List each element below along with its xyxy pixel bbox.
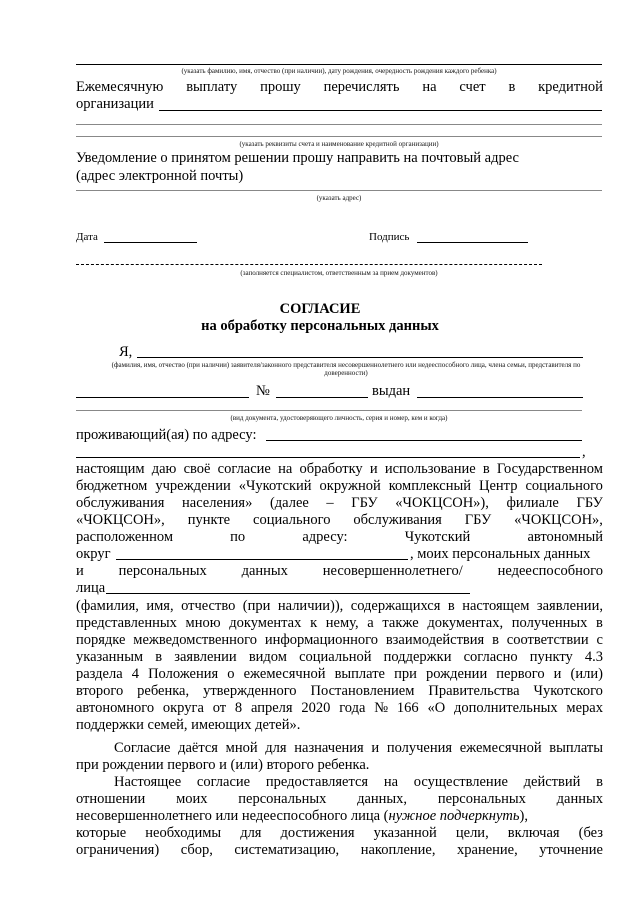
word: дополнительных <box>454 700 558 716</box>
residing-label: проживающий(ая) по адресу: <box>76 427 257 443</box>
word: Положения <box>148 666 219 682</box>
word: ребенка, <box>137 683 190 699</box>
word: согласно <box>463 649 518 665</box>
word: прошу <box>260 79 301 95</box>
ya-label: Я, <box>119 344 133 360</box>
document-number-field[interactable] <box>276 397 368 398</box>
text-line <box>76 717 603 734</box>
word: данных <box>241 563 288 579</box>
children-line[interactable] <box>76 64 602 65</box>
word: мною <box>185 615 221 631</box>
word: комплексный <box>388 478 472 494</box>
word: рождении <box>425 666 488 682</box>
word: ежемесячной <box>459 740 542 756</box>
issued-label: выдан <box>372 383 411 399</box>
word: действий <box>523 774 581 790</box>
word: назначения <box>294 740 364 756</box>
word: кредитной <box>538 79 603 95</box>
word: получения <box>386 740 453 756</box>
number-sign: № <box>256 383 270 399</box>
word: заявлении <box>174 649 237 665</box>
word: межведомственного <box>133 632 258 648</box>
date-label: Дата <box>76 231 98 243</box>
consent-subtitle: на обработку персональных данных <box>201 318 439 334</box>
word: (фамилия, <box>76 598 139 614</box>
line-text: при рождении первого и (или) второго ребенка. <box>76 757 370 773</box>
word: в <box>596 615 603 631</box>
word: Настоящее <box>114 774 182 790</box>
consent-title: СОГЛАСИЕ <box>279 301 361 317</box>
word: социального <box>525 478 603 494</box>
word: счет <box>459 79 486 95</box>
word: отношении <box>76 791 146 807</box>
text-line <box>76 615 603 632</box>
consent-paragraph-1 <box>76 461 603 546</box>
word: на <box>422 79 437 95</box>
okrug-field[interactable] <box>116 559 408 560</box>
word: Чукотского <box>533 683 603 699</box>
text-line <box>76 563 603 580</box>
word: достижения <box>280 825 355 841</box>
word: Постановлением <box>310 683 415 699</box>
word: Государственном <box>496 461 603 477</box>
minors-line <box>76 563 603 580</box>
text-line <box>76 649 603 666</box>
word: «Чукотский <box>238 478 312 494</box>
word: а <box>367 615 374 631</box>
word: осуществление <box>413 774 508 790</box>
okrug-tail: , моих персональных данных <box>410 546 591 562</box>
word: расположенном <box>76 529 173 545</box>
document-caption: (вид документа, удостоверяющего личность, серия и номер, кем и когда) <box>230 414 448 422</box>
word: утвержденного <box>203 683 297 699</box>
word: населения» <box>182 495 253 511</box>
bank-line-3[interactable] <box>76 136 602 137</box>
text-line <box>76 683 603 700</box>
notify-line-2: (адрес электронной почты) <box>76 168 244 184</box>
okrug-label: округ <box>76 546 111 562</box>
word: 166 <box>396 700 419 716</box>
organization-line[interactable] <box>159 110 602 111</box>
text-part: ), <box>519 808 528 824</box>
word: учреждении <box>155 478 231 494</box>
word: включая <box>507 825 560 841</box>
line-text: поддержки семей, имеющих детей». <box>76 717 301 733</box>
word: филиале <box>506 495 559 511</box>
word: «ЧОКЦСОН», <box>76 512 165 528</box>
word: (или) <box>570 666 603 682</box>
word: ГБУ <box>351 495 378 511</box>
word: согласие <box>217 461 271 477</box>
word: необходимы <box>145 825 222 841</box>
word: Согласие <box>114 740 171 756</box>
word: даю <box>151 461 177 477</box>
word: (далее <box>269 495 309 511</box>
word: выплату <box>186 79 238 95</box>
word: социального <box>253 512 331 528</box>
word: документах, <box>427 615 504 631</box>
word: взаимодействия <box>385 632 485 648</box>
word: в <box>482 461 490 477</box>
word: 2020 <box>301 700 331 716</box>
text-line <box>76 700 603 717</box>
word: накопление, <box>360 842 436 858</box>
children-caption: (указать фамилию, имя, отчество (при наличии), дату рождения, очередность рождения каждого ребенка) <box>181 67 497 75</box>
word: наличии)), <box>277 598 344 614</box>
residence-comma: , <box>582 444 586 460</box>
word: и <box>371 740 380 756</box>
word: несовершеннолетнего/ <box>322 563 463 579</box>
word: ежемесячной <box>243 666 326 682</box>
word: второго <box>76 683 124 699</box>
word: обработку <box>299 461 363 477</box>
word: заявлении, <box>536 598 603 614</box>
word: персональных <box>437 791 526 807</box>
word: поддержки <box>383 649 452 665</box>
word: Правительства <box>428 683 520 699</box>
word: мной <box>225 740 258 756</box>
text-line <box>76 529 603 546</box>
word: от <box>212 700 227 716</box>
text-line <box>76 666 603 683</box>
text-line <box>76 774 603 791</box>
word: на <box>278 461 293 477</box>
issued-by-field[interactable] <box>417 397 583 398</box>
organization-label: организации <box>76 96 154 112</box>
word: Центр <box>479 478 518 494</box>
word: 4.3 <box>584 649 603 665</box>
word: уточнение <box>539 842 603 858</box>
notify-line-1: Уведомление о принятом решении прошу направить на почтовый адрес <box>76 150 519 166</box>
word: при <box>394 666 417 682</box>
bank-line-2[interactable] <box>76 124 602 125</box>
word: отчество <box>181 598 236 614</box>
word: 8 <box>234 700 243 716</box>
word: содержащихся <box>350 598 441 614</box>
word: в <box>447 598 455 614</box>
address-line[interactable] <box>76 190 602 191</box>
word: для <box>265 740 287 756</box>
word: в <box>155 649 163 665</box>
word: в <box>492 632 499 648</box>
word: обслуживания <box>76 495 165 511</box>
word: нему, <box>325 615 359 631</box>
word: в <box>596 774 603 790</box>
word: первого <box>496 666 545 682</box>
word: автономный <box>527 529 603 545</box>
word: полученных <box>511 615 588 631</box>
word: Ежемесячную <box>76 79 164 95</box>
word: сбор, <box>180 842 213 858</box>
word: хранение, <box>457 842 518 858</box>
document-type-field[interactable] <box>76 397 249 398</box>
word: представленных <box>76 615 177 631</box>
word: для <box>240 825 262 841</box>
word: данных, <box>357 791 408 807</box>
text-line <box>76 495 603 512</box>
lica-label: лица <box>76 580 106 596</box>
word: о <box>227 666 235 682</box>
signature-field[interactable] <box>417 242 528 243</box>
residence-field-2[interactable] <box>76 457 580 458</box>
word: (при <box>242 598 271 614</box>
word: по <box>230 529 246 545</box>
word: выплаты <box>549 740 603 756</box>
word: имя, <box>146 598 174 614</box>
word: № <box>374 700 389 716</box>
date-field[interactable] <box>104 242 197 243</box>
separator-dashed <box>76 264 542 265</box>
word: раздела <box>76 666 123 682</box>
word: (без <box>578 825 603 841</box>
word: использование <box>384 461 476 477</box>
word: персональных <box>238 791 327 807</box>
word: на <box>383 774 399 790</box>
text-line <box>76 512 603 529</box>
word: также <box>382 615 419 631</box>
text-line <box>76 478 603 495</box>
word: и <box>76 563 84 579</box>
minor-name-field[interactable] <box>106 593 470 594</box>
bank-caption: (указать реквизиты счета и наименование кредитной организации) <box>239 140 439 148</box>
word: в <box>508 79 516 95</box>
word: информационного <box>264 632 378 648</box>
word: систематизацию, <box>234 842 340 858</box>
consent-paragraph-2 <box>76 598 603 734</box>
word: – <box>326 495 334 511</box>
fio-field[interactable] <box>137 357 583 358</box>
word: с <box>596 632 603 648</box>
word: указанной <box>373 825 437 841</box>
word: согласие <box>196 774 251 790</box>
text-line <box>76 598 603 615</box>
text-line <box>76 632 603 649</box>
text-line <box>76 461 603 478</box>
word: обслуживания <box>353 512 442 528</box>
text-line <box>76 740 603 757</box>
word: соответствии <box>506 632 589 648</box>
word: адресу: <box>302 529 348 545</box>
payment-line <box>76 79 603 96</box>
word: документах <box>229 615 302 631</box>
consent-paragraph-3 <box>76 740 603 774</box>
word: апреля <box>250 700 293 716</box>
line-text <box>76 808 528 825</box>
word: автономного <box>76 700 155 716</box>
word: выплате <box>334 666 385 682</box>
word: ограничения) <box>76 842 160 858</box>
word: предоставляется <box>265 774 369 790</box>
text-line <box>76 825 603 842</box>
word: перечислять <box>323 79 400 95</box>
word: недееспособного <box>497 563 603 579</box>
word: Чукотский <box>404 529 471 545</box>
word: округа <box>162 700 204 716</box>
word: и <box>553 666 562 682</box>
word: ГБУ <box>464 512 492 528</box>
word: порядке <box>76 632 126 648</box>
word: видом <box>248 649 287 665</box>
address-caption: (указать адрес) <box>316 194 362 202</box>
text-line <box>76 842 603 859</box>
text-line <box>76 808 603 825</box>
residence-field[interactable] <box>266 440 582 441</box>
consent-paragraph-4 <box>76 774 603 859</box>
word: окружной <box>319 478 381 494</box>
word: социальной <box>299 649 372 665</box>
word: персональных <box>118 563 207 579</box>
word: ГБУ <box>576 495 603 511</box>
word: даётся <box>178 740 218 756</box>
document-line-2[interactable] <box>76 410 582 411</box>
word: пункте <box>187 512 231 528</box>
word: своё <box>183 461 211 477</box>
italic-note: нужное подчеркнуть <box>388 808 520 824</box>
word: моих <box>176 791 208 807</box>
signature-label: Подпись <box>369 231 410 243</box>
word: настоящем <box>462 598 530 614</box>
word: года <box>339 700 366 716</box>
text-part: несовершеннолетнего или недееспособного лица ( <box>76 808 389 824</box>
text-line <box>76 791 603 808</box>
word: настоящим <box>76 461 145 477</box>
word: и <box>369 461 378 477</box>
specialist-caption: (заполняется специалистом, ответственным за прием документов) <box>240 269 438 277</box>
word: пункту <box>529 649 573 665</box>
word: которые <box>76 825 127 841</box>
word: цели, <box>455 825 489 841</box>
word: «ЧОКЦСОН», <box>514 512 603 528</box>
word: «О <box>427 700 446 716</box>
word: указанным <box>76 649 144 665</box>
word: к <box>310 615 318 631</box>
word: 4 <box>131 666 139 682</box>
word: бюджетном <box>76 478 148 494</box>
word: мерах <box>566 700 603 716</box>
word: данных <box>556 791 603 807</box>
text-line <box>76 757 603 774</box>
fio-caption: (фамилия, имя, отчество (при наличии) заявителя/законного представителя несовершеннолетнего или недееспособного лица, члена семьи, представителя по доверенности) <box>111 361 581 377</box>
word: «ЧОКЦСОН»), <box>395 495 489 511</box>
